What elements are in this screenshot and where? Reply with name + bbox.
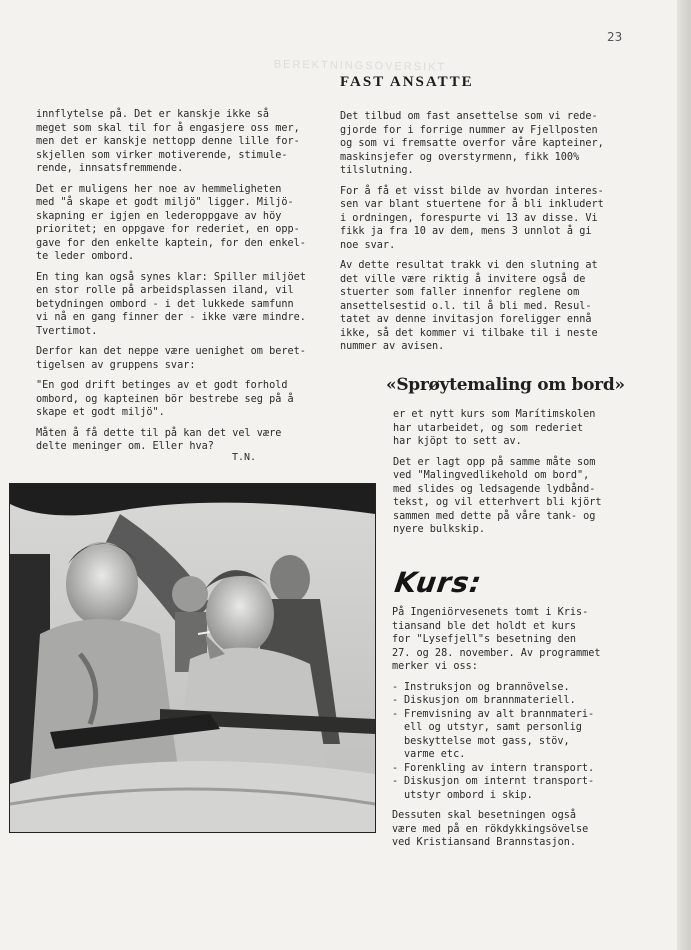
fast-ansatte-heading: FAST ANSATTE (340, 74, 474, 90)
faint-bleed-through-header: BEREKTNINGSOVERSIKT (273, 58, 447, 74)
left-paragraph: Måten å få dette til på kan det vel være delte meninger om. Eller hva? (36, 427, 282, 452)
list-item: - Fremvisning av alt brannmateri- ell og utstyr, samt personlig beskyttelse mot gass, stöv, varme etc. (392, 708, 642, 762)
spray-painting-headline: «Sprøytemaling om bord» (386, 375, 625, 395)
fast-ansatte-paragraph: Det tilbud om fast ansettelse som vi rede- gjorde for i forrige nummer av Fjellposten og som vi fremsatte overfor våre kapteiner, maskinsjefer og overstyrmenn, fikk 100% tilslutning. (340, 111, 604, 176)
left-paragraph: En ting kan også synes klar: Spiller miljöet en stor rolle på arbeidsplassen iland, vil betydningen ombord - i det lukkede samfunn vi nå en gang finner der - ikke være mindre. Tvertimot. (36, 271, 306, 337)
left-paragraph: Det er muligens her noe av hemmeligheten med "å skape et godt miljö" ligger. Miljö- skapning er igjen en lederoppgave av höy prioritet; en oppgave for rederiet, en opp- gave for den enkelte kaptein, for den enkel- te leder ombord. (36, 183, 306, 262)
list-item: - Instruksjon og brannövelse. (392, 681, 642, 695)
fast-ansatte-text (340, 110, 625, 361)
crew-photo-illustration (10, 484, 375, 832)
left-paragraph: innflytelse på. Det er kanskje ikke så meget som skal til for å engasjere oss mer, men det er kanskje nettopp denne lille for- skjellen som virker motiverende, stimule- rende, innsatsfremmende. (36, 109, 300, 174)
fast-ansatte-paragraph: Av dette resultat trakk vi den slutning at det ville være riktig å invitere også de stuerter som faller innenfor reglene om ansettelsestid o.l. til å bli med. Resul- tatet av denne invitasjon foreligger ennå ikke, så det kommer vi tilbake til i neste nummer av avisen. (340, 260, 598, 352)
kurs-text (392, 606, 642, 857)
kurs-headline: Kurs: (392, 566, 485, 599)
kurs-intro: På Ingeniörvesenets tomt i Kris- tiansand ble det holdt et kurs for "Lysefjell"s besetning den 27. og 28. november. Av programmet merker vi oss: (392, 607, 601, 672)
kurs-outro: Dessuten skal besetningen også være med på en rökdykkingsövelse ved Kristiansand Brannstasjon. (392, 810, 589, 848)
crew-photo (9, 483, 376, 833)
left-paragraph: Derfor kan det neppe være uenighet om beret- tigelsen av gruppens svar: (36, 346, 306, 371)
author-signature: T.N. (232, 452, 257, 463)
page-number: 23 (607, 30, 623, 44)
spray-paragraph: Det er lagt opp på samme måte som ved "Malingvedlikehold om bord", med slides og ledsagende lydbånd- tekst, og vil etterhvert bli kjört sammen med dette på våre tank- og nyere bulkskip. (393, 456, 602, 535)
left-column-text (36, 108, 336, 461)
fast-ansatte-paragraph: For å få et visst bilde av hvordan interes- sen var blant stuertene for å bli inkludert i ordningen, forespurte vi 13 av disse. Vi fikk ja fra 10 av dem, mens 3 unnlot å gi noe svar. (340, 185, 604, 251)
list-item: - Diskusjon om internt transport- utstyr ombord i skip. (392, 775, 642, 802)
left-quote: "En god drift betinges av et godt forhold ombord, og kapteinen bör bestrebe seg på å skape et godt miljö". (36, 380, 294, 418)
kurs-program-list (392, 681, 642, 803)
list-item: - Forenkling av intern transport. (392, 762, 642, 776)
page-edge (677, 0, 691, 950)
list-item: - Diskusjon om brannmateriell. (392, 694, 642, 708)
spray-painting-text (393, 408, 633, 544)
spray-paragraph: er et nytt kurs som Marítimskolen har utarbeidet, og som rederiet har kjöpt to sett av. (393, 409, 596, 447)
